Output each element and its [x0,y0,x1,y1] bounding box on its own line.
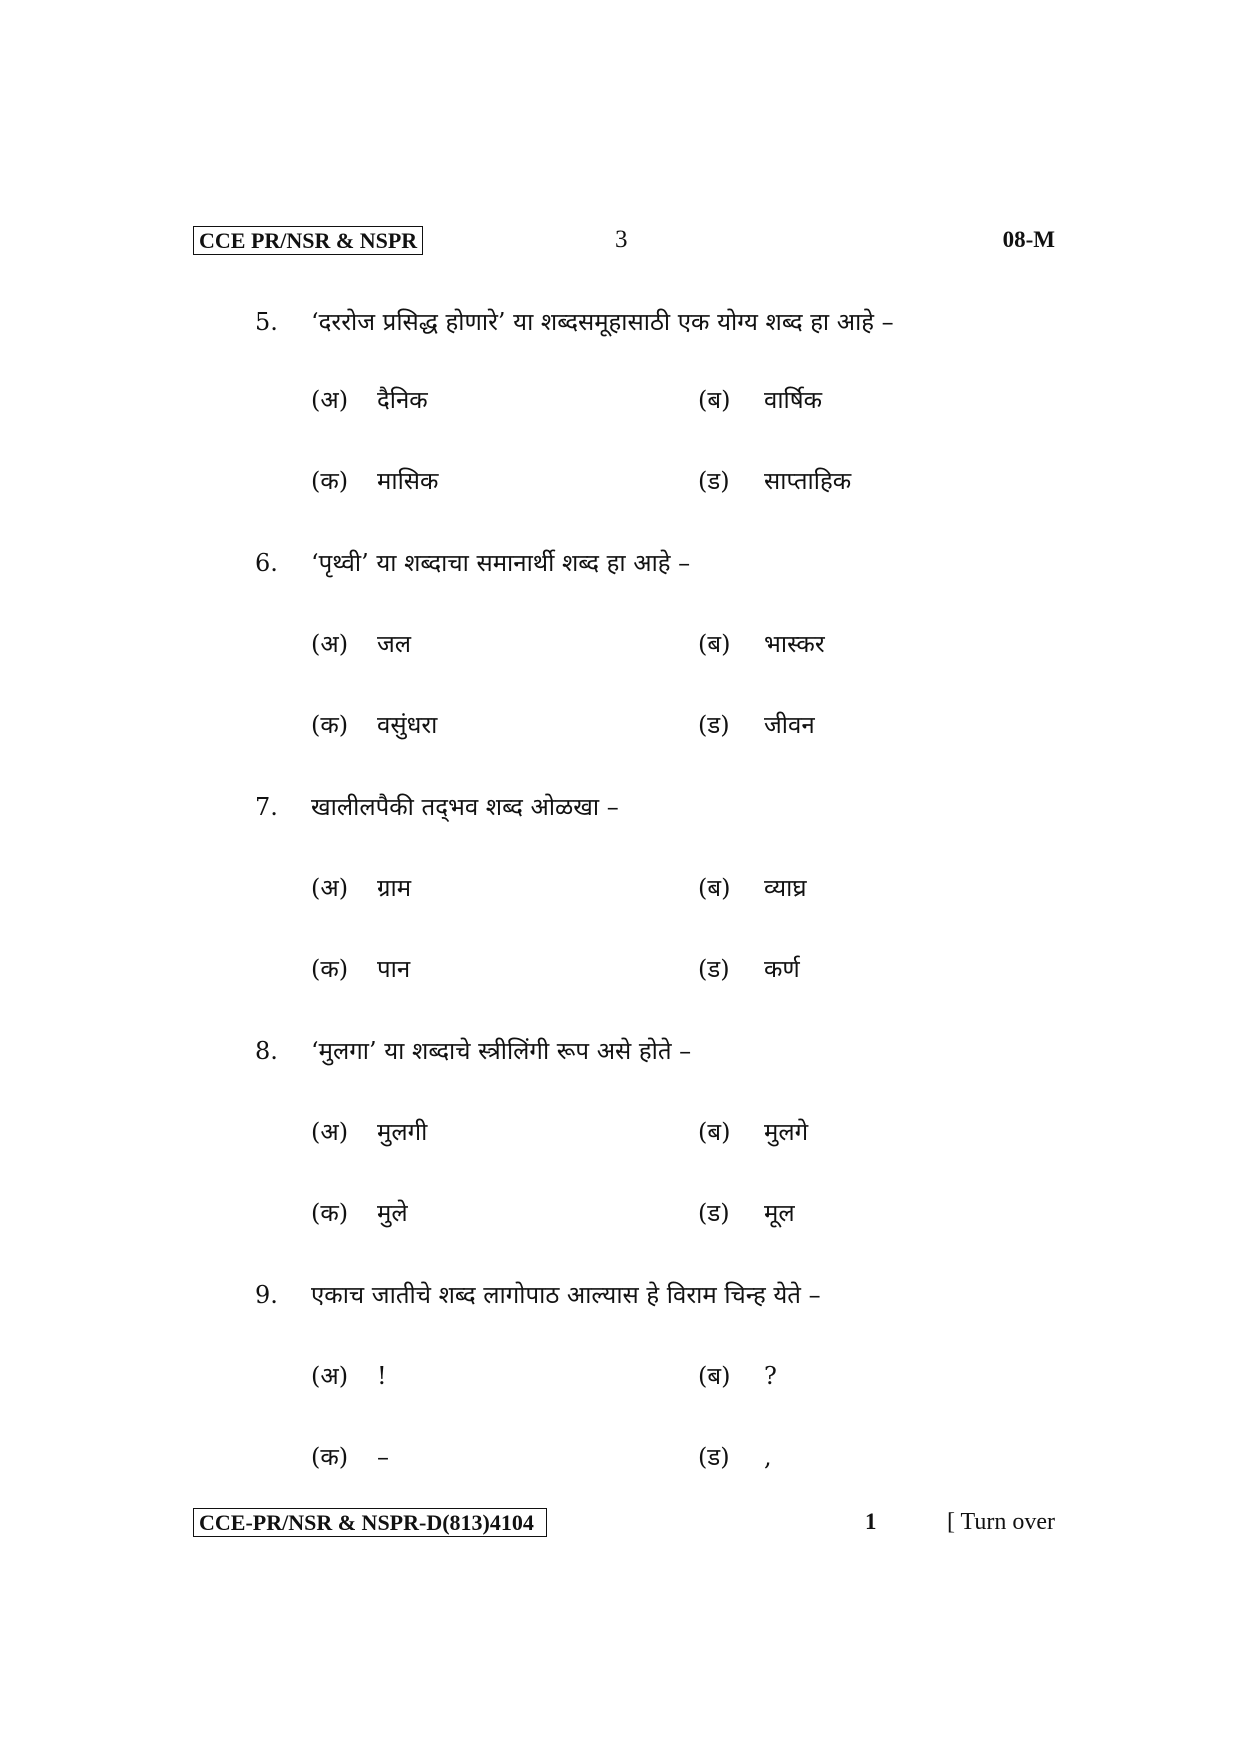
option-label: (ब) [698,1362,731,1390]
option-text: पान [377,955,411,983]
option-a [311,378,428,422]
option-b [698,378,822,422]
option-text: भास्कर [764,630,825,658]
footer-code-box: CCE-PR/NSR & NSPR-D(813)4104 [193,1508,547,1537]
option-label: (अ) [311,874,349,902]
option-text: ग्राम [377,874,412,902]
option-b [698,866,807,910]
option-text: दैनिक [377,386,428,414]
option-d [698,1191,795,1235]
option-label: (ब) [698,630,731,658]
option-text: मासिक [377,467,439,495]
option-label: (क) [311,955,349,983]
question-number: 5. [255,308,278,336]
page-number: 3 [615,226,628,253]
option-label: (ड) [698,711,730,739]
question-9 [255,1273,821,1317]
option-text: मुलगे [764,1118,809,1146]
question-7 [255,785,619,829]
question-5 [255,300,894,344]
question-text: खालीलपैकी तद्‌भव शब्द ओळखा – [311,793,619,821]
option-c [311,459,438,503]
option-label: (अ) [311,386,349,414]
option-text: जीवन [764,711,815,739]
option-b [698,1110,808,1154]
option-d [698,703,815,747]
question-text: ‘पृथ्वी’ या शब्दाचा समानार्थी शब्द हा आहे – [311,549,691,577]
option-label: (क) [311,1199,349,1227]
option-text: ? [764,1362,777,1390]
option-a [311,866,411,910]
option-text: ! [377,1362,387,1390]
option-label: (ड) [698,467,730,495]
option-a [311,622,411,666]
option-c [311,703,437,747]
option-text: वसुंधरा [377,711,438,739]
question-8 [255,1029,691,1073]
option-d [698,1435,772,1479]
question-number: 9. [255,1281,278,1309]
page-header [193,226,1055,260]
option-label: (ड) [698,1199,730,1227]
page-footer [193,1508,1055,1542]
question-6 [255,541,690,585]
option-text: साप्ताहिक [764,467,852,495]
option-a [311,1110,427,1154]
option-label: (ब) [698,386,731,414]
question-text: एकाच जातीचे शब्द लागोपाठ आल्यास हे विराम चिन्ह येते – [311,1281,821,1309]
option-label: (अ) [311,1362,349,1390]
option-b [698,622,825,666]
option-label: (ब) [698,874,731,902]
exam-code-box: CCE PR/NSR & NSPR [193,226,423,255]
option-label: (अ) [311,630,349,658]
question-number: 8. [255,1037,278,1065]
option-c [311,1435,389,1479]
option-c [311,1191,408,1235]
option-d [698,947,800,991]
option-a [311,1354,387,1398]
option-text: मुले [377,1199,408,1227]
option-b [698,1354,777,1398]
option-text: मुलगी [377,1118,428,1146]
option-text: , [764,1443,772,1471]
sheet-number: 1 [865,1509,877,1534]
question-number: 7. [255,793,278,821]
option-label: (ड) [698,955,730,983]
option-text: मूल [764,1199,795,1227]
option-label: (क) [311,467,349,495]
option-d [698,459,851,503]
question-text: ‘मुलगा’ या शब्दाचे स्त्रीलिंगी रूप असे होते – [311,1037,692,1065]
option-text: व्याघ्र [764,874,807,902]
option-text: वार्षिक [764,386,823,414]
option-label: (क) [311,711,349,739]
question-number: 6. [255,549,278,577]
option-label: (ड) [698,1443,730,1471]
option-label: (अ) [311,1118,349,1146]
paper-code: 08-M [1002,227,1055,252]
option-label: (ब) [698,1118,731,1146]
turn-over-note: [ Turn over [946,1509,1055,1535]
option-text: जल [377,630,412,658]
option-label: (क) [311,1443,349,1471]
option-c [311,947,410,991]
question-text: ‘दररोज प्रसिद्ध होणारे’ या शब्दसमूहासाठी एक योग्य शब्द हा आहे – [311,308,894,336]
option-text: कर्ण [764,955,800,983]
option-text: – [377,1443,389,1471]
